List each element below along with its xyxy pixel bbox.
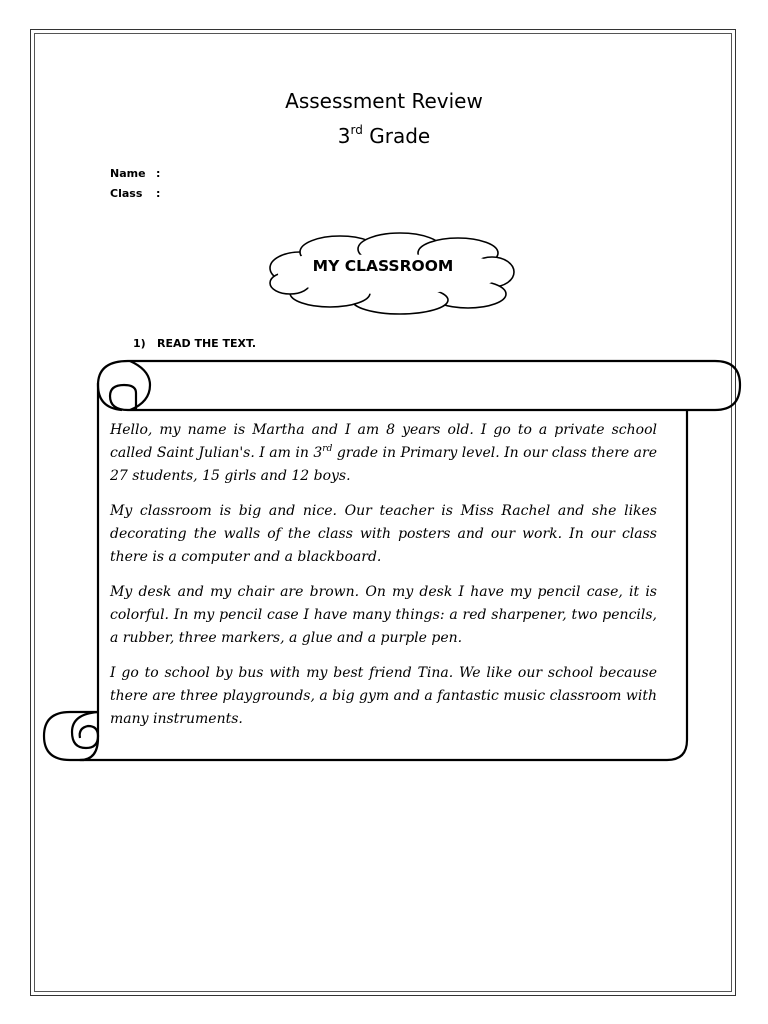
cloud-heading: MY CLASSROOM [312,257,454,275]
paragraph-1-suffix: rd [322,444,333,454]
class-colon: : [156,187,161,200]
grade-suffix: rd [350,123,363,137]
paragraph-2: My classroom is big and nice. Our teacher is Miss Rachel and she likes decorating the walls of the class with posters and our work. In our class there is a computer and a blackboard. [110,503,657,565]
paragraph-1-start: Hello, my name is Martha and I am 8 years old. I go to a private school called Saint Julian's. I am in 3 [110,422,657,461]
grade-word: Grade [369,124,431,148]
worksheet-title: Assessment Review [285,89,483,113]
class-label: Class [110,187,143,200]
instruction-number: 1) [133,337,146,350]
paragraph-1 [110,419,657,488]
paragraph-3: My desk and my chair are brown. On my desk I have my pencil case, it is colorful. In my pencil case I have many things: a red sharpener, two pencils, a rubber, three markers, a glue and a purple pen. [110,584,657,646]
instruction [133,337,256,350]
name-label: Name [110,167,146,180]
grade-number: 3 [337,124,351,148]
reading-text [110,419,657,743]
paragraph-1-end: grade in Primary level. In our class there are 27 students, 15 girls and 12 boys. [110,445,657,484]
instruction-text: READ THE TEXT. [157,337,257,350]
paragraph-4: I go to school by bus with my best friend Tina. We like our school because there are three playgrounds, a big gym and a fantastic music classroom with many instruments. [110,665,657,727]
name-colon: : [156,167,161,180]
